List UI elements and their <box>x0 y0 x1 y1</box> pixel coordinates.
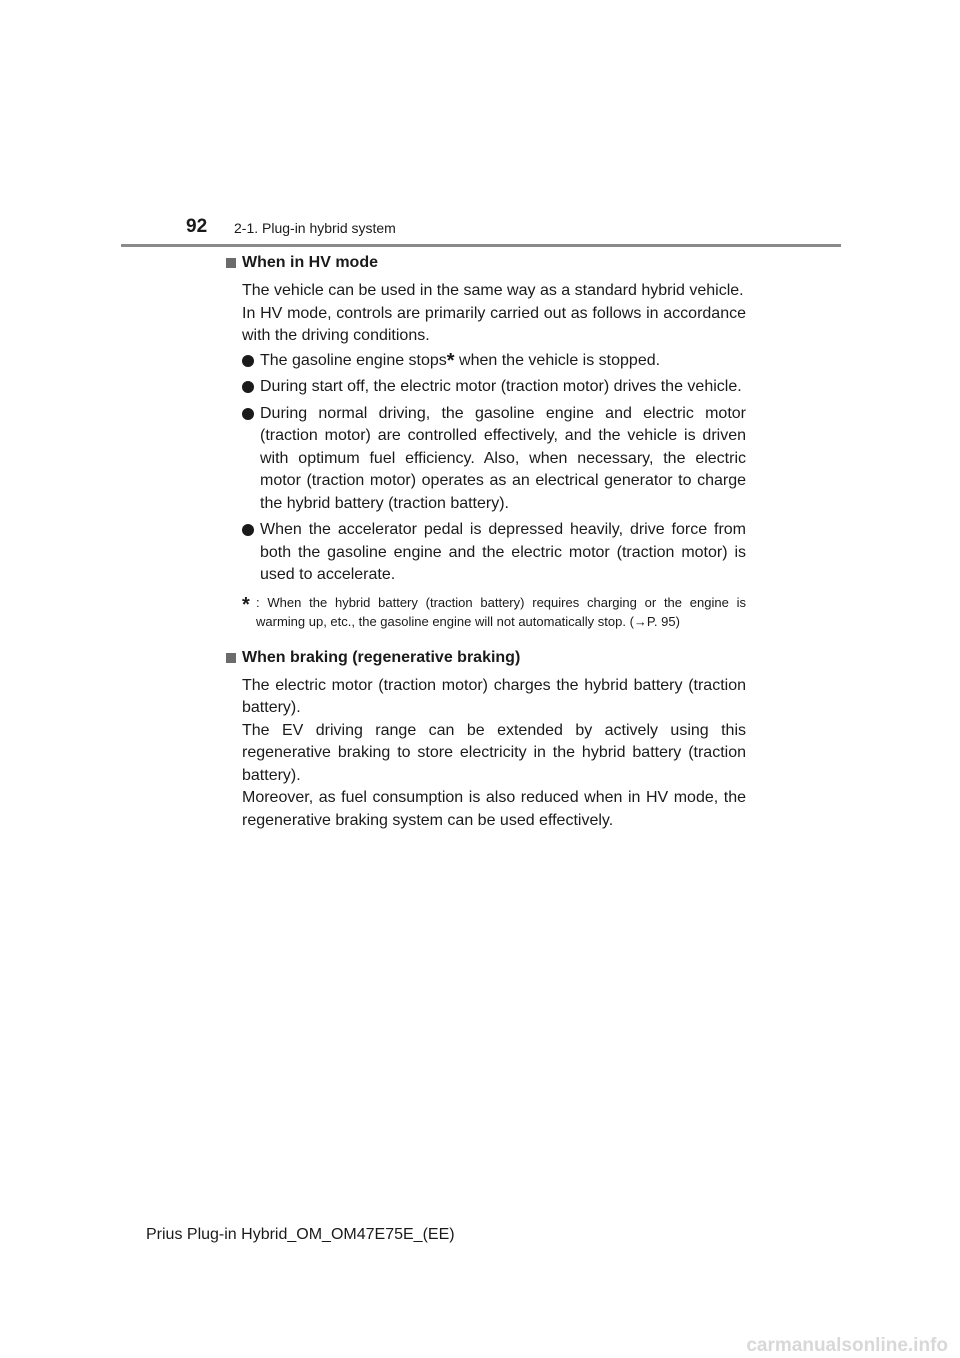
hv-mode-heading <box>226 252 746 274</box>
braking-heading <box>226 647 746 669</box>
round-bullet-icon <box>242 524 254 536</box>
round-bullet-icon <box>242 355 254 367</box>
hv-mode-paragraph-1: The vehicle can be used in the same way as a standard hybrid vehicle. <box>242 282 744 299</box>
square-bullet-icon <box>226 258 236 268</box>
braking-heading-text: When braking (regenerative braking) <box>242 648 521 666</box>
hv-mode-heading-text: When in HV mode <box>242 254 378 271</box>
hv-mode-bullet-list <box>226 350 746 587</box>
watermark-logo <box>510 1334 950 1354</box>
footnote-text: : When the hybrid battery (traction battery) requires charging or the engine is warming up, etc., the gasoline engine will not automatically stop. (→P. 95) <box>256 594 746 629</box>
list-item <box>226 519 746 587</box>
list-item <box>226 376 746 399</box>
manual-footer: Prius Plug-in Hybrid_OM_OM47E75E_(EE) <box>146 1226 455 1243</box>
bullet-text-end: when the vehicle is stopped. <box>454 351 661 369</box>
braking-paragraph-1: The electric motor (traction motor) charges the hybrid battery (traction battery). <box>242 676 746 716</box>
list-item <box>226 350 746 373</box>
bullet-text-start: The gasoline engine stops <box>260 351 447 369</box>
square-bullet-icon <box>226 653 236 663</box>
braking-paragraph-2: The EV driving range can be extended by actively using this regenerative braking to store electricity in the hybrid battery (traction battery). <box>242 721 746 784</box>
section-title: 2-1. Plug-in hybrid system <box>234 220 396 236</box>
list-item <box>226 403 746 516</box>
page-number: 92 <box>186 216 208 237</box>
footnote-marker: * <box>242 593 250 616</box>
footnote-asterisk: * <box>446 349 455 372</box>
round-bullet-icon <box>242 408 254 420</box>
footnote <box>242 593 746 631</box>
page-content <box>226 252 746 832</box>
hv-mode-paragraph-2: In HV mode, controls are primarily carried out as follows in accordance with the driving conditions. <box>242 304 746 344</box>
header-divider <box>121 244 841 247</box>
braking-paragraph-3: Moreover, as fuel consumption is also reduced when in HV mode, the regenerative braking system can be used effectively. <box>242 789 746 829</box>
hv-mode-section <box>226 252 746 631</box>
page-header <box>0 0 960 250</box>
bullet-text: During normal driving, the gasoline engine and electric motor (traction motor) are controlled effectively, and the vehicle is driven with optimum fuel efficiency. Also, when necessary, the electric motor (traction motor) operates as an electrical generator to charge the hybrid battery (traction battery). <box>260 404 746 512</box>
braking-section <box>226 647 746 833</box>
bullet-text: When the accelerator pedal is depressed heavily, drive force from both the gasoline engine and the electric motor (traction motor) is used to accelerate. <box>260 521 746 583</box>
watermark-text: carmanualsonline.info <box>746 1335 948 1354</box>
bullet-text: During start off, the electric motor (traction motor) drives the vehicle. <box>260 378 742 395</box>
round-bullet-icon <box>242 381 254 393</box>
